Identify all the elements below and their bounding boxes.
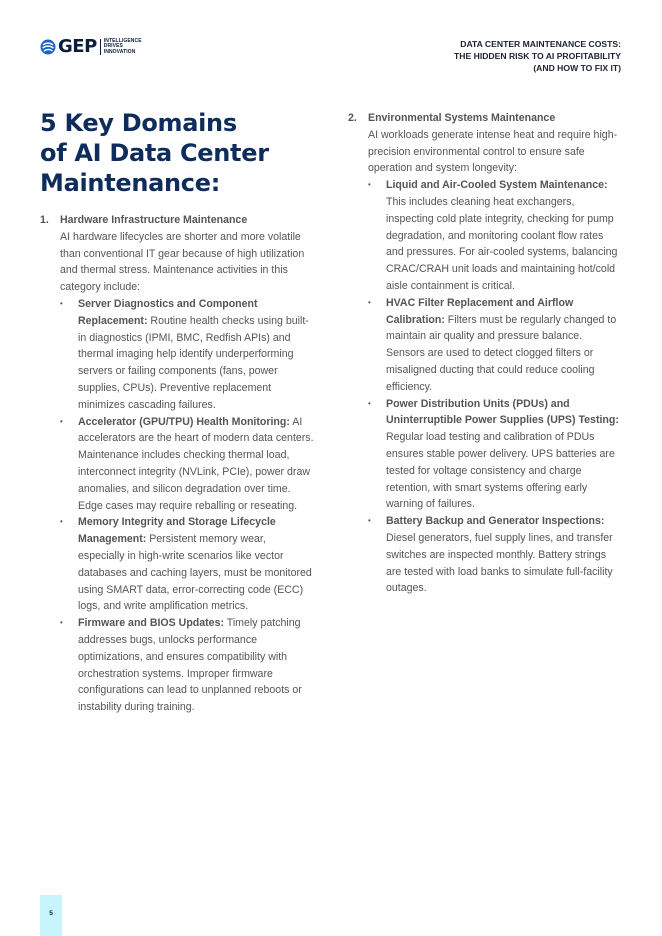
- gep-logo: [40, 38, 142, 56]
- domain-environmental: [348, 110, 622, 597]
- domain-intro: AI hardware lifecycles are shorter and more volatile than conventional IT gear because of high utilization and thermal stress. Maintenance activities in this category include:: [60, 230, 305, 294]
- left-column: [40, 212, 314, 716]
- list-item: [368, 513, 622, 597]
- list-item: [60, 514, 314, 615]
- logo-tagline: [104, 39, 142, 55]
- domain-heading: Hardware Infrastructure Maintenance: [60, 214, 248, 226]
- running-header: [391, 38, 621, 74]
- bullet-icon: •: [60, 298, 63, 308]
- item-heading: Accelerator (GPU/TPU) Health Monitoring:: [78, 415, 290, 428]
- item-text: AI accelerators are the heart of modern data centers. Maintenance includes checking thermal load, interconnect integrity (NVLink, PCIe), power draw anomalies, and silicon degradation over time. Edge cases may require reballing or reseating.: [78, 415, 314, 512]
- domain-intro: AI workloads generate intense heat and require high-precision environmental control to ensure safe operation and system longevity:: [368, 128, 618, 175]
- page-title-line: Maintenance:: [40, 169, 221, 197]
- page-title: [40, 108, 300, 198]
- page-title-line: 5 Key Domains: [40, 109, 237, 137]
- item-text: Filters must be regularly changed to maintain air quality and pressure balance. Sensors are used to detect clogged filters or misaligned ducting that could reduce cooling efficiency.: [386, 313, 617, 393]
- item-text: Routine health checks using built-in diagnostics (IPMI, BMC, Redfish APIs) and thermal imaging help identify underperforming servers or failing components (fans, power supplies, CPUs). Preventive replacement minimizes cascading failures.: [78, 314, 309, 411]
- logo-wordmark: GEP: [58, 36, 97, 57]
- logo-tagline-line: INTELLIGENCE: [103, 37, 142, 44]
- page-number-tab: [40, 895, 62, 936]
- domain-number: 2.: [348, 112, 357, 124]
- item-heading: Firmware and BIOS Updates:: [78, 617, 224, 630]
- bullet-icon: •: [60, 416, 63, 426]
- item-heading: Power Distribution Units (PDUs) and Uninterruptible Power Supplies (UPS) Testing:: [386, 397, 619, 427]
- list-item: [368, 396, 622, 514]
- running-header-line: DATA CENTER MAINTENANCE COSTS:: [460, 39, 621, 49]
- list-item: [368, 177, 622, 295]
- item-text: Timely patching addresses bugs, unlocks performance optimizations, and ensures compatibility with orchestration systems. Improper firmware configurations can lead to unplanned reboots or instability during training.: [78, 617, 302, 714]
- item-heading: HVAC Filter Replacement and Airflow Calibration:: [386, 296, 574, 326]
- bullet-icon: •: [368, 297, 371, 307]
- bullet-icon: •: [60, 618, 63, 628]
- list-item: [60, 615, 314, 716]
- bullet-icon: •: [368, 398, 371, 408]
- running-header-line: THE HIDDEN RISK TO AI PROFITABILITY: [454, 51, 621, 61]
- list-item: [60, 296, 314, 414]
- item-heading: Liquid and Air-Cooled System Maintenance:: [386, 179, 608, 192]
- list-item: [368, 295, 622, 396]
- domain-number: 1.: [40, 214, 49, 226]
- domain-items-list: [368, 177, 622, 597]
- item-text: Regular load testing and calibration of PDUs ensures stable power delivery. UPS batteries are tested for voltage consistency and charge retention, with smart systems offering early warning of failures.: [386, 431, 615, 511]
- running-header-line: (AND HOW TO FIX IT): [533, 63, 621, 73]
- domain-hardware: [40, 212, 314, 716]
- item-heading: Memory Integrity and Storage Lifecycle Management:: [78, 516, 276, 546]
- bullet-icon: •: [60, 517, 63, 527]
- domain-items-list: [60, 296, 314, 716]
- bullet-icon: •: [368, 516, 371, 526]
- page-title-line: of AI Data Center: [40, 139, 269, 167]
- logo-divider: [100, 39, 101, 55]
- bullet-icon: •: [368, 180, 371, 190]
- right-column: [348, 110, 622, 597]
- gep-globe-icon: [40, 39, 56, 55]
- item-heading: Battery Backup and Generator Inspections:: [386, 515, 605, 528]
- logo-tagline-line: INNOVATION: [103, 48, 136, 55]
- list-item: [60, 414, 314, 515]
- item-text: Persistent memory wear, especially in high-write scenarios like vector databases and caching layers, must be monitored using SMART data, error-correcting code (ECC) logs, and write amplification metrics.: [78, 533, 312, 613]
- item-heading: Server Diagnostics and Component Replacement:: [78, 297, 258, 327]
- item-text: This includes cleaning heat exchangers, inspecting cold plate integrity, checking for pump degradation, and monitoring coolant flow rates and pressures. For air-cooled systems, balancing CRAC/CRAH unit loads and maintaining hot/cold aisle containment is critical.: [386, 195, 618, 292]
- logo-tagline-line: DRIVES: [103, 43, 123, 50]
- domain-heading: Environmental Systems Maintenance: [368, 112, 556, 124]
- item-text: Diesel generators, fuel supply lines, and transfer switches are inspected monthly. Battery strings are tested with load banks to simulate full-facility outages.: [386, 531, 613, 595]
- page-number: 5: [49, 910, 53, 917]
